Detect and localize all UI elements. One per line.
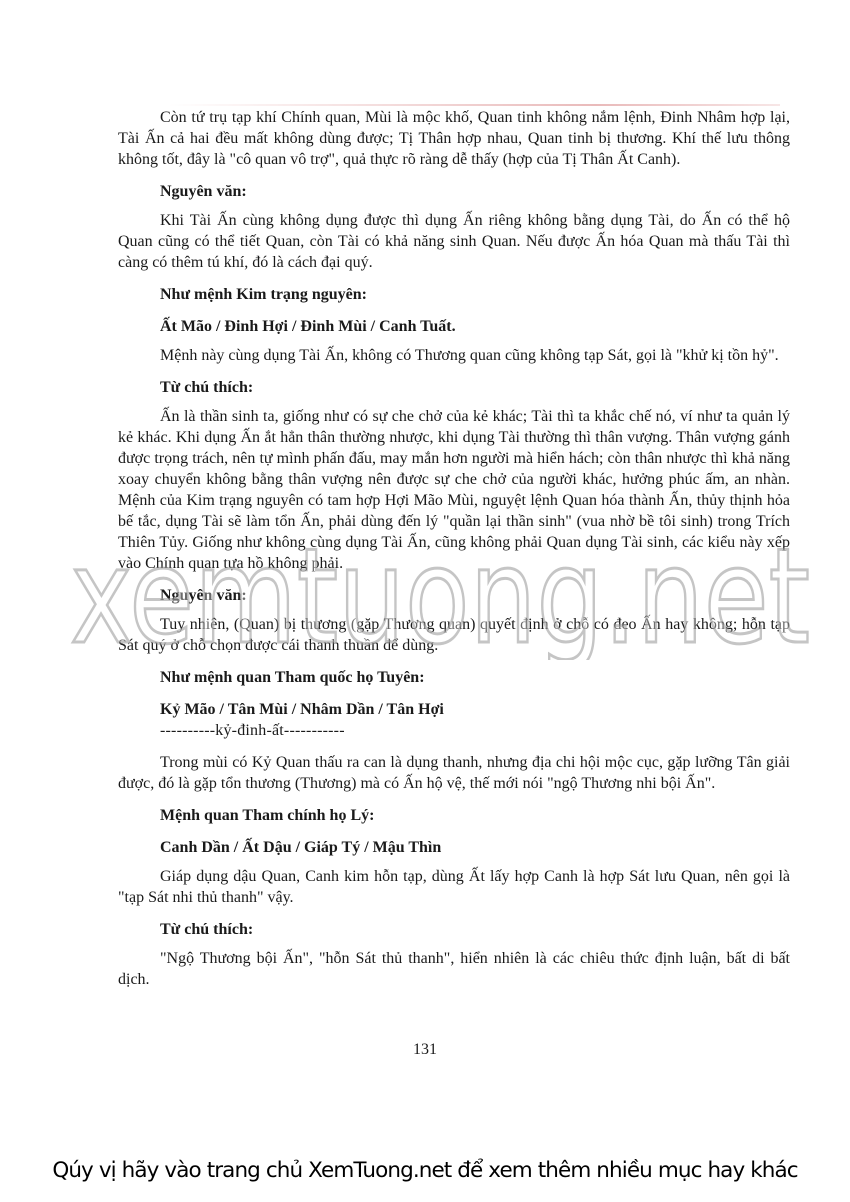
section-heading: Nguyên văn: xyxy=(160,587,247,604)
birth-chart-pillars: Kỷ Mão / Tân Mùi / Nhâm Dần / Tân Hợi xyxy=(160,701,444,718)
paragraph: Giáp dụng dậu Quan, Canh kim hỗn tạp, dùng Ất lấy hợp Canh là hợp Sát lưu Quan, nên gọi là "tạp Sát nhi thủ thanh" vậy. xyxy=(118,868,790,906)
section-heading: Từ chú thích: xyxy=(160,921,254,938)
birth-chart-pillars: Canh Dần / Ất Dậu / Giáp Tý / Mậu Thìn xyxy=(160,839,442,856)
scan-edge-mark xyxy=(168,104,780,106)
paragraph: "Ngộ Thương bội Ấn", "hỗn Sát thủ thanh", hiển nhiên là các chiêu thức định luận, bất di bất dịch. xyxy=(118,950,790,988)
paragraph: Khi Tài Ấn cùng không dụng được thì dụng Ấn riêng không bằng dụng Tài, do Ấn có thể hộ Quan cũng có thể tiết Quan, còn Tài có khả năng sinh Quan. Nếu được Ấn hóa Quan mà thấu Tài thì càng có thêm tú khí, đó là cách đại quý. xyxy=(118,212,790,271)
paragraph: Trong mùi có Kỷ Quan thấu ra can là dụng thanh, nhưng địa chi hội mộc cục, gặp lưỡng Tân giải được, đó là gặp tổn thương (Thương) mà có Ấn hộ vệ, thế mới nói "ngộ Thương nhi bội Ấn". xyxy=(118,754,790,792)
birth-chart-pillars: Ất Mão / Đinh Hợi / Đinh Mùi / Canh Tuất. xyxy=(160,318,456,335)
example-heading: Như mệnh quan Tham quốc họ Tuyên: xyxy=(160,669,425,686)
section-heading: Từ chú thích: xyxy=(160,379,254,396)
page-body xyxy=(118,107,790,990)
page-number: 131 xyxy=(413,1041,437,1058)
example-heading: Như mệnh Kim trạng nguyên: xyxy=(160,286,367,303)
section-heading: Nguyên văn: xyxy=(160,183,247,200)
hidden-stems-line: ----------kỷ-đinh-ất----------- xyxy=(160,722,345,739)
site-footer-banner: Qúy vị hãy vào trang chủ XemTuong.net để xem thêm nhiều mục hay khác xyxy=(52,1158,798,1183)
paragraph: Còn tứ trụ tạp khí Chính quan, Mùi là mộc khố, Quan tinh không nắm lệnh, Đinh Nhâm hợp lại, Tài Ấn cả hai đều mất không dùng được; Tị Thân hợp nhau, Quan tinh bị thương. Khí thế lưu thông không tốt, đây là "cô quan vô trợ", quả thực rõ ràng dễ thấy (hợp của Tị Thân Ất Canh). xyxy=(118,109,790,168)
paragraph: Ấn là thần sinh ta, giống như có sự che chở của kẻ khác; Tài thì ta khắc chế nó, ví như ta quản lý kẻ khác. Khi dụng Ấn ắt hẳn thân thường nhược, khi dụng Tài thường thì thân vượng. Thân vượng gánh được trọng trách, nên tự mình phấn đấu, may mắn hơn người mà hiển hách; còn thân nhược thì khả năng xoay chuyển không bằng thân vượng nên được sự che chở của người khác, hưởng phúc ấm, an nhàn. Mệnh của Kim trạng nguyên có tam hợp Hợi Mão Mùi, nguyệt lệnh Quan hóa thành Ấn, thủy thịnh hỏa bế tắc, dụng Tài sẽ làm tổn Ấn, phải dùng đến lý "quần lại thần sinh" (vua nhờ bề tôi sinh) trong Trích Thiên Tủy. Giống như không cùng dụng Tài Ấn, cũng không phải Quan dụng Tài sinh, các kiểu này xếp vào Chính quan tựa hồ không phải. xyxy=(118,408,790,572)
paragraph: Mệnh này cùng dụng Tài Ấn, không có Thương quan cũng không tạp Sát, gọi là "khử kị tồn hỷ". xyxy=(160,347,779,364)
watermark-text: xemtuong.net xyxy=(70,530,810,660)
example-heading: Mệnh quan Tham chính họ Lý: xyxy=(160,807,375,824)
paragraph: Tuy nhiên, (Quan) bị thương (gặp Thương quan) quyết định ở chỗ có đeo Ấn hay không; hỗn tạp Sát quý ở chỗ chọn được cái thanh thuần để dùng. xyxy=(118,616,790,654)
